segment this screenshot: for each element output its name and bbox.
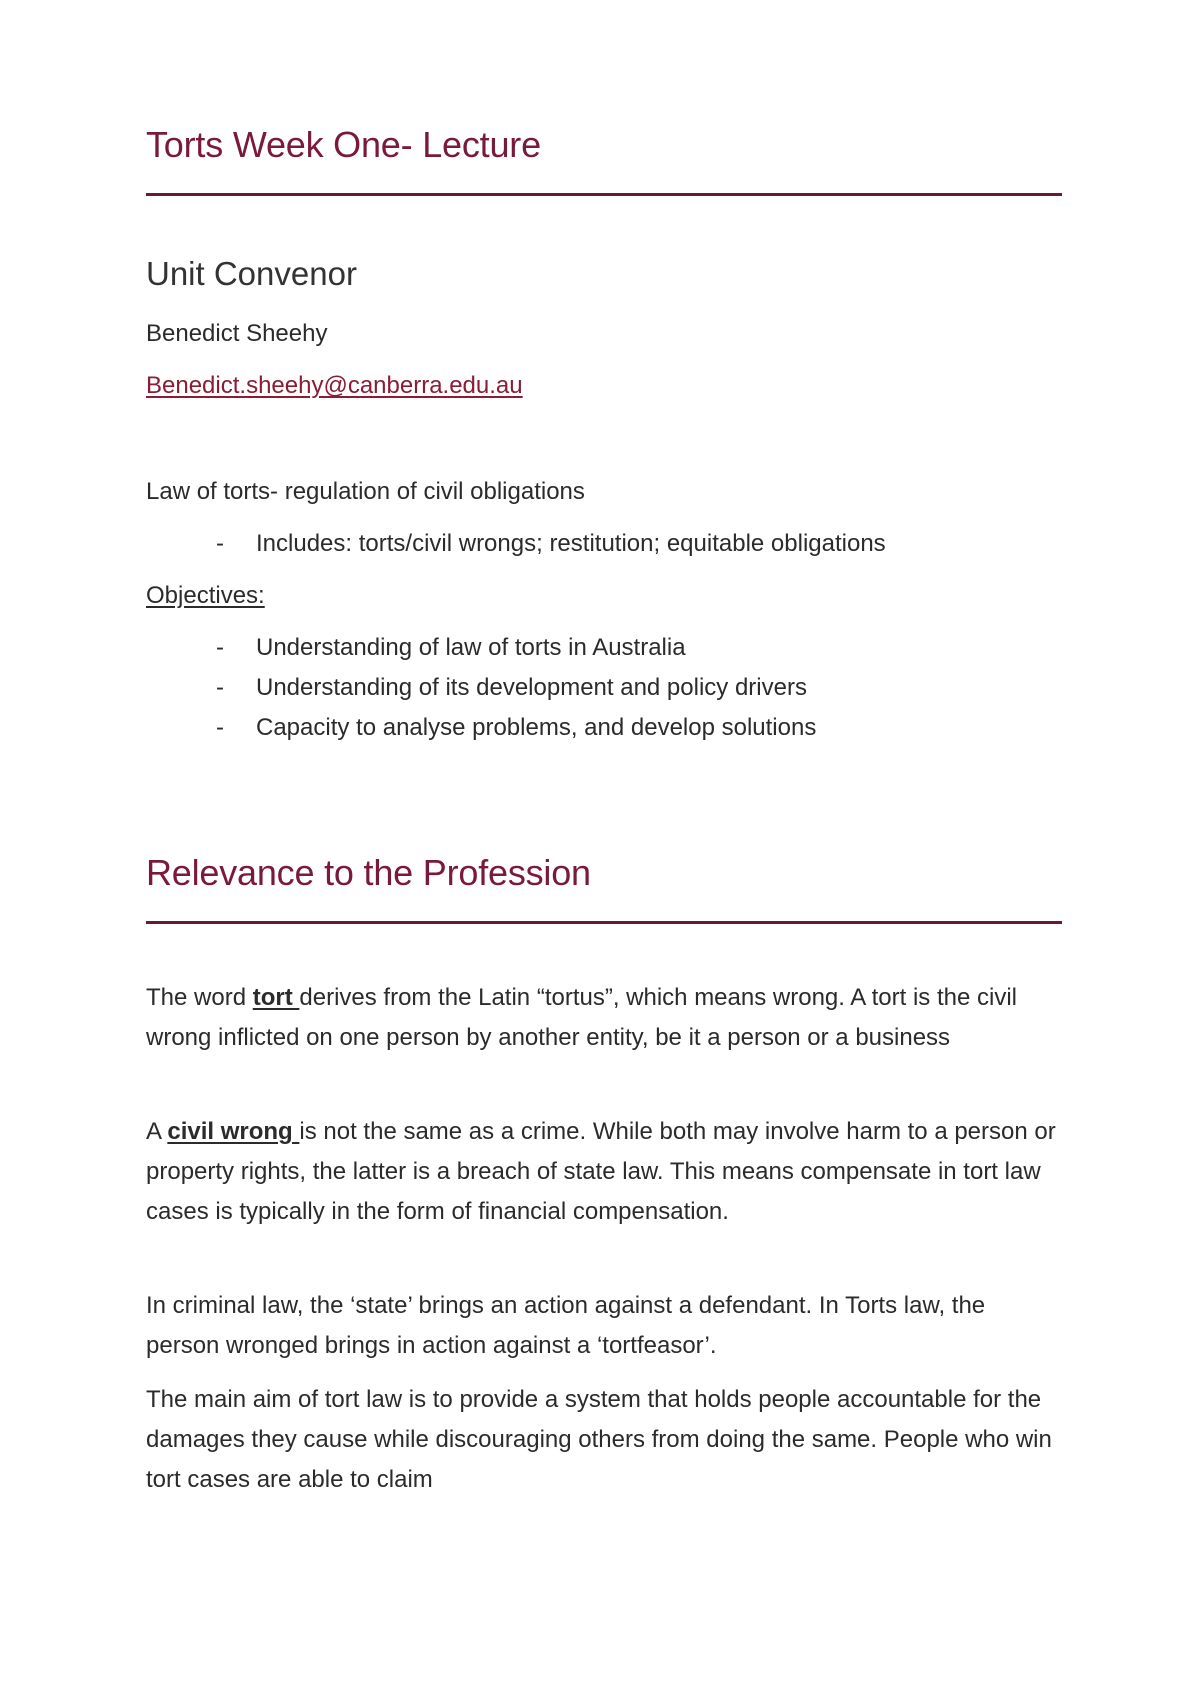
list-item [216, 524, 886, 564]
convenor-email-link[interactable]: Benedict.sheehy@canberra.edu.au [146, 372, 523, 399]
title-divider [146, 193, 1062, 196]
paragraph-criminal-law: In criminal law, the ‘state’ brings an action against a defendant. In Torts law, the person wronged brings in action against a ‘tortfeasor’. [146, 1292, 986, 1359]
list-item [216, 668, 816, 708]
keyword-civil-wrong: civil wrong [167, 1118, 300, 1145]
convenor-heading: Unit Convenor [146, 255, 357, 292]
bullet-dash: - [216, 634, 224, 661]
paragraph-aim: The main aim of tort law is to provide a system that holds people accountable for the damages they cause while discouraging others from doing the same. People who win tort cases are able to claim [146, 1386, 1052, 1493]
objectives-label: Objectives: [146, 582, 265, 609]
bullet-dash: - [216, 674, 224, 701]
paragraph-text: is not the same as a crime. While both may involve harm to a person or property rights, the latter is a breach of state law. This means compensate in tort law cases is typically in the form of financial compensation. [146, 1118, 1056, 1225]
list-item [216, 708, 816, 748]
bullet-dash: - [216, 530, 224, 557]
list-item [216, 628, 816, 668]
paragraph-text: A [146, 1118, 168, 1145]
keyword-tort: tort [252, 984, 300, 1011]
document-title: Torts Week One- Lecture [146, 124, 541, 165]
bullet-dash: - [216, 714, 224, 741]
section-heading-relevance: Relevance to the Profession [146, 852, 591, 893]
bullet-text: Understanding of law of torts in Australia [256, 634, 686, 661]
paragraph-text: derives from the Latin “tortus”, which means wrong. A tort is the civil wrong inflicted on one person by another entity, be it a person or a business [146, 984, 1017, 1051]
bullet-text: Capacity to analyse problems, and develop solutions [256, 714, 817, 741]
convenor-name: Benedict Sheehy [146, 320, 328, 347]
bullet-text: Includes: torts/civil wrongs; restitution; equitable obligations [256, 530, 886, 557]
law-intro-text: Law of torts- regulation of civil obligations [146, 478, 585, 505]
section-divider [146, 921, 1062, 924]
paragraph-text: The word [146, 984, 253, 1011]
objectives-list [216, 628, 816, 748]
bullet-text: Understanding of its development and policy drivers [256, 674, 807, 701]
intro-bullet-list [216, 524, 886, 564]
paragraph-tort-definition [146, 978, 1062, 1058]
paragraph-civil-wrong [146, 1112, 1062, 1232]
